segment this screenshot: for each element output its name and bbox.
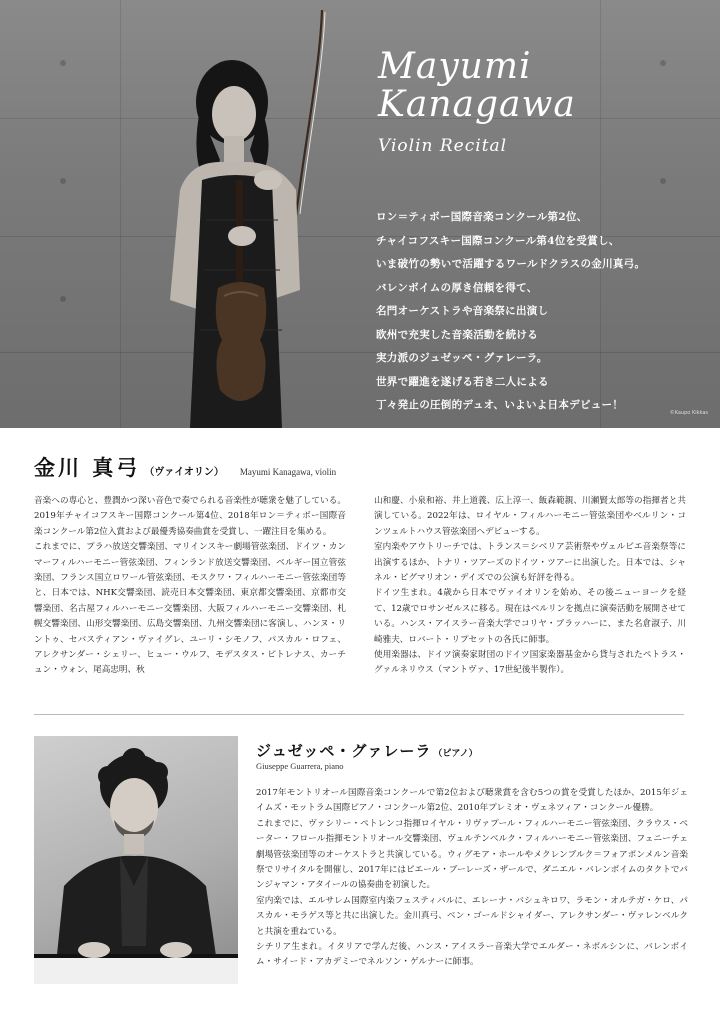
bio-paragraph: 2017年モントリオール国際音楽コンクールで第2位および聴衆賞を含む5つの賞を受賞したほか、2015年ジェイムズ・モットラム国際ピアノ・コンクール第2位、2010年プレミオ・ヴェネツィア・コンクール優勝。 (256, 788, 688, 814)
intro-line: 実力派のジュゼッペ・グァレーラ。 (376, 352, 548, 364)
violinist-role: （ヴァイオリン） (144, 467, 224, 478)
pianist-latin-name: Giuseppe Guarrera, piano (256, 761, 344, 771)
bio-paragraph: これまでに、プラハ放送交響楽団、マリインスキー劇場管弦楽団、ドイツ・カンマーフィルハーモニー管弦楽団、フィンランド放送交響楽団、ベルギー国立管弦楽団、フランス国立ロワール管弦楽団、モスクワ・フィルハーモニー管弦楽団等と、日本では、NHK交響楽団、読売日本交響楽団、東京都交響楽団、京都市交響楽団、名古屋フィルハーモニー交響楽団、大阪フィルハーモニー交響楽団、札幌交響楽団、山形交響楽団、広島交響楽団、九州交響楽団に客演し、ハンヌ・リントゥ、セバスティアン・ヴァイグレ、ユーリ・シモノフ、パスカル・ロフェ、アレクサンダー・シェリー、ヒュー・ウルフ、モデスタス・ピトレナス、カーチュン・ウォン、尾高忠明、秋 (34, 542, 346, 676)
intro-line: バレンボイムの厚き信頼を得て、 (376, 281, 538, 294)
violinist-bio-right (374, 494, 686, 679)
intro-line: 世界で躍進を遂げる若き二人による (376, 375, 549, 388)
intro-text (376, 206, 706, 418)
bio-paragraph: シチリア生まれ。イタリアで学んだ後、ハンス・アイスラー音楽大学でエルダー・ネボルシンに、バレンボイム・サイード・アカデミーでネルソン・ゲルナーに師事。 (256, 942, 688, 968)
recital-subtitle: Violin Recital (378, 136, 508, 156)
title-line-2: Kanagawa (378, 84, 576, 125)
violinist-figure (150, 40, 350, 428)
intro-line: 丁々発止の圧倒的デュオ、いよいよ日本デビュー！ (376, 399, 624, 411)
intro-line: チャイコフスキー国際コンクール第4位を受賞し、 (376, 234, 620, 247)
pianist-heading (256, 740, 478, 761)
photo-credit: ©Kaupo Kikkas (38, 975, 77, 981)
violinist-bio-left (34, 494, 346, 679)
bio-paragraph: これまでに、ヴァシリー・ペトレンコ指揮ロイヤル・リヴァプール・フィルハーモニー管弦楽団、クラウス・ペーター・フロール指揮モントリオール交響楽団、ヴュルテンベルク・フィルハーモニー管弦楽団、フェニーチェ劇場管弦楽団等のオーケストラと共演している。ウィグモア・ホールやメクレンブルク＝フォアポンメルン音楽祭でリサイタルを開催し、2017年にはピエール・ブーレーズ・ザールで、ダニエル・バレンボイムのタクトでパンジャマン・アタイールの協奏曲を初演した。 (256, 818, 689, 891)
intro-line: いま破竹の勢いで活躍するワールドクラスの金川真弓。 (376, 258, 646, 270)
section-divider (34, 714, 684, 715)
pianist-photo (34, 736, 238, 984)
bio-paragraph: 室内楽では、エルサレム国際室内楽フェスティバルに、エレーナ・バシュキロワ、ラモン・オルテガ・ケロ、パスカル・モラゲス等と共に出演した。金川真弓、ベン・ゴールドシャイダー、アレクサンダー・ヴァレンベルクと共演を重ねている。 (256, 895, 688, 937)
pianist-role: （ピアノ） (433, 749, 478, 759)
bio-paragraph: ドイツ生まれ。4歳から日本でヴァイオリンを始め、その後ニューヨークを経て、12歳でロサンゼルスに移る。現在はベルリンを拠点に演奏活動を展開させている。ハンス・アイスラー音楽大学でコリヤ・ブラッハーに、また名倉淑子、川崎雅夫、ロバート・リプセットの各氏に師事。 (374, 588, 686, 645)
intro-line: 名門オーケストラや音楽祭に出演し (376, 305, 549, 317)
intro-line: ロン＝ティボー国際音楽コンクール第2位、 (376, 211, 588, 223)
violinist-latin-name: Mayumi Kanagawa, violin (239, 467, 337, 477)
violinist-name: 金川 真弓 (34, 455, 141, 480)
title-line-1: Mayumi (378, 46, 532, 87)
hero-photo (0, 0, 720, 428)
bio-paragraph: 使用楽器は、ドイツ演奏家財団のドイツ国家楽器基金から貸与されたペトラス・グァルネリウス（マントヴァ、17世紀後半製作）。 (374, 650, 686, 676)
intro-line: 欧州で充実した音楽活動を続ける (376, 328, 538, 341)
bio-paragraph: 室内楽やアウトリーチでは、トランス＝シベリア芸術祭やヴェルビエ音楽祭等に出演するほか、トナリ・ツアーズのドイツ・ツアーに出演した。日本では、シャネル・ピグマリオン・デイズでの公演も好評を得る。 (374, 542, 686, 584)
pianist-name: ジュゼッペ・グァレーラ (256, 742, 432, 760)
violinist-heading (34, 452, 336, 482)
bio-paragraph: 山和慶、小泉和裕、井上道義、広上淳一、飯森範親、川瀬賢太郎等の指揮者と共演している。2022年は、ロイヤル・フィルハーモニー管弦楽団やベルリン・コンツェルトハウス管弦楽団へデビューする。 (374, 496, 686, 537)
recital-title (378, 48, 576, 156)
pianist-bio (256, 786, 688, 971)
bio-paragraph: 音楽への専心と、豊潤かつ深い音色で奏でられる音楽性が聴衆を魅了している。2019年チャイコフスキー国際コンクール第4位、2018年ロン＝ティボー国際音楽コンクール第2位入賞および最優秀協奏曲賞を受賞し、一躍注目を集める。 (34, 496, 346, 537)
pianist-figure (34, 736, 238, 984)
photo-credit: ©Kaupo Kikkas (669, 410, 708, 416)
